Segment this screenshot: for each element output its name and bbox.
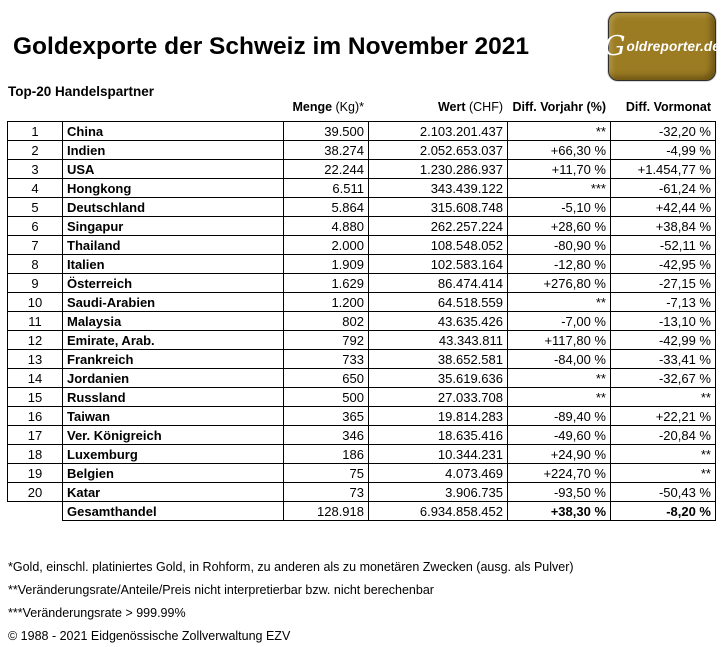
table-row (8, 369, 716, 388)
cell-diff-vorjahr: +28,60 % (508, 217, 611, 236)
cell-diff-vorjahr: +24,90 % (508, 445, 611, 464)
cell-diff-vormonat: -32,20 % (611, 122, 716, 141)
cell-rank: 3 (8, 160, 63, 179)
cell-rank: 13 (8, 350, 63, 369)
cell-wert: 18.635.416 (369, 426, 508, 445)
cell-wert: 3.906.735 (369, 483, 508, 502)
cell-menge: 38.274 (284, 141, 369, 160)
cell-diff-vorjahr: +117,80 % (508, 331, 611, 350)
cell-wert: 64.518.559 (369, 293, 508, 312)
cell-rank: 20 (8, 483, 63, 502)
cell-menge: 346 (284, 426, 369, 445)
logo-g-glyph: G (603, 31, 626, 62)
cell-diff-vormonat: -50,43 % (611, 483, 716, 502)
cell-diff-vorjahr: -80,90 % (508, 236, 611, 255)
cell-diff-vorjahr: ** (508, 388, 611, 407)
cell-wert: 43.635.426 (369, 312, 508, 331)
cell-menge: 365 (284, 407, 369, 426)
cell-menge: 22.244 (284, 160, 369, 179)
cell-diff-vormonat: -27,15 % (611, 274, 716, 293)
cell-menge: 1.909 (284, 255, 369, 274)
cell-rank (8, 502, 63, 521)
table-row (8, 236, 716, 255)
cell-diff-vormonat: +1.454,77 % (611, 160, 716, 179)
footnotes (8, 560, 574, 647)
cell-wert: 4.073.469 (369, 464, 508, 483)
cell-rank: 4 (8, 179, 63, 198)
cell-country: Russland (63, 388, 284, 407)
cell-country: Frankreich (63, 350, 284, 369)
table-row (8, 122, 716, 141)
table-subtitle: Top-20 Handelspartner (8, 84, 155, 99)
cell-diff-vormonat: -13,10 % (611, 312, 716, 331)
cell-country: Hongkong (63, 179, 284, 198)
table-row (8, 274, 716, 293)
table-row-total (8, 502, 716, 521)
cell-diff-vorjahr: +66,30 % (508, 141, 611, 160)
cell-country: Deutschland (63, 198, 284, 217)
cell-diff-vorjahr: -7,00 % (508, 312, 611, 331)
table-row (8, 217, 716, 236)
cell-diff-vorjahr: -93,50 % (508, 483, 611, 502)
cell-diff-vormonat: -61,24 % (611, 179, 716, 198)
cell-menge: 186 (284, 445, 369, 464)
cell-country: USA (63, 160, 284, 179)
cell-menge: 4.880 (284, 217, 369, 236)
cell-country: Saudi-Arabien (63, 293, 284, 312)
cell-menge: 802 (284, 312, 369, 331)
cell-country: Thailand (63, 236, 284, 255)
cell-country: Gesamthandel (63, 502, 284, 521)
cell-rank: 16 (8, 407, 63, 426)
cell-rank: 15 (8, 388, 63, 407)
page-title: Goldexporte der Schweiz im November 2021 (13, 33, 530, 60)
cell-menge: 733 (284, 350, 369, 369)
goldreporter-logo (603, 12, 721, 81)
cell-rank: 1 (8, 122, 63, 141)
cell-wert: 10.344.231 (369, 445, 508, 464)
cell-country: Emirate, Arab. (63, 331, 284, 350)
cell-wert: 38.652.581 (369, 350, 508, 369)
table-row (8, 445, 716, 464)
cell-diff-vorjahr: *** (508, 179, 611, 198)
trade-partners-table (7, 121, 716, 521)
cell-diff-vormonat: -32,67 % (611, 369, 716, 388)
logo-text: oldreporter.de (626, 39, 721, 54)
cell-wert: 262.257.224 (369, 217, 508, 236)
cell-wert: 102.583.164 (369, 255, 508, 274)
column-header-row (7, 100, 715, 114)
cell-menge: 2.000 (284, 236, 369, 255)
copyright-notice: © 1988 - 2021 Eidgenössische Zollverwaltung EZV (8, 629, 291, 643)
cell-country: Österreich (63, 274, 284, 293)
cell-diff-vorjahr: -49,60 % (508, 426, 611, 445)
cell-country: Italien (63, 255, 284, 274)
cell-rank: 5 (8, 198, 63, 217)
cell-wert: 2.103.201.437 (369, 122, 508, 141)
cell-menge: 650 (284, 369, 369, 388)
cell-rank: 17 (8, 426, 63, 445)
cell-diff-vormonat: -52,11 % (611, 236, 716, 255)
cell-menge: 5.864 (284, 198, 369, 217)
cell-rank: 2 (8, 141, 63, 160)
cell-country: China (63, 122, 284, 141)
cell-rank: 18 (8, 445, 63, 464)
table-row (8, 464, 716, 483)
footnote-gold-definition: *Gold, einschl. platiniertes Gold, in Rohform, zu anderen als zu monetären Zwecken (ausg. als Pulver) (8, 560, 574, 574)
footnote-triple-asterisk: ***Veränderungsrate > 999.99% (8, 606, 186, 620)
cell-diff-vormonat: ** (611, 445, 716, 464)
cell-diff-vormonat: +42,44 % (611, 198, 716, 217)
cell-country: Taiwan (63, 407, 284, 426)
cell-menge: 128.918 (284, 502, 369, 521)
table-row (8, 350, 716, 369)
cell-rank: 8 (8, 255, 63, 274)
cell-rank: 6 (8, 217, 63, 236)
cell-menge: 75 (284, 464, 369, 483)
table-row (8, 141, 716, 160)
table-row (8, 198, 716, 217)
table-row (8, 407, 716, 426)
cell-rank: 11 (8, 312, 63, 331)
cell-country: Luxemburg (63, 445, 284, 464)
cell-diff-vormonat: -20,84 % (611, 426, 716, 445)
cell-diff-vorjahr: ** (508, 293, 611, 312)
cell-country: Indien (63, 141, 284, 160)
table-row (8, 255, 716, 274)
cell-wert: 2.052.653.037 (369, 141, 508, 160)
table-row (8, 331, 716, 350)
cell-country: Belgien (63, 464, 284, 483)
cell-menge: 6.511 (284, 179, 369, 198)
table-row (8, 312, 716, 331)
table-row (8, 160, 716, 179)
cell-menge: 792 (284, 331, 369, 350)
cell-wert: 35.619.636 (369, 369, 508, 388)
cell-diff-vorjahr: +224,70 % (508, 464, 611, 483)
cell-diff-vorjahr: +38,30 % (508, 502, 611, 521)
cell-rank: 12 (8, 331, 63, 350)
footnote-double-asterisk: **Veränderungsrate/Anteile/Preis nicht interpretierbar bzw. nicht berechenbar (8, 583, 434, 597)
column-header-diff-vorjahr: Diff. Vorjahr (%) (512, 100, 606, 114)
cell-wert: 343.439.122 (369, 179, 508, 198)
cell-diff-vorjahr: ** (508, 369, 611, 388)
cell-diff-vorjahr: -84,00 % (508, 350, 611, 369)
table-row (8, 179, 716, 198)
cell-diff-vormonat: -7,13 % (611, 293, 716, 312)
cell-menge: 1.629 (284, 274, 369, 293)
cell-country: Ver. Königreich (63, 426, 284, 445)
cell-country: Katar (63, 483, 284, 502)
cell-diff-vorjahr: +276,80 % (508, 274, 611, 293)
cell-rank: 10 (8, 293, 63, 312)
cell-rank: 14 (8, 369, 63, 388)
cell-wert: 19.814.283 (369, 407, 508, 426)
cell-rank: 9 (8, 274, 63, 293)
cell-diff-vormonat: -4,99 % (611, 141, 716, 160)
cell-country: Singapur (63, 217, 284, 236)
cell-wert: 43.343.811 (369, 331, 508, 350)
table-row (8, 388, 716, 407)
table-row (8, 426, 716, 445)
cell-diff-vormonat: ** (611, 464, 716, 483)
cell-wert: 108.548.052 (369, 236, 508, 255)
cell-wert: 1.230.286.937 (369, 160, 508, 179)
cell-country: Malaysia (63, 312, 284, 331)
cell-diff-vormonat: ** (611, 388, 716, 407)
cell-diff-vorjahr: -12,80 % (508, 255, 611, 274)
cell-diff-vormonat: -8,20 % (611, 502, 716, 521)
cell-menge: 39.500 (284, 122, 369, 141)
cell-diff-vorjahr: -5,10 % (508, 198, 611, 217)
column-header-menge: Menge (Kg)* (292, 100, 364, 114)
cell-menge: 500 (284, 388, 369, 407)
cell-country: Jordanien (63, 369, 284, 388)
table-row (8, 293, 716, 312)
column-header-diff-vormonat: Diff. Vormonat (625, 100, 711, 114)
cell-diff-vormonat: -33,41 % (611, 350, 716, 369)
cell-diff-vormonat: +22,21 % (611, 407, 716, 426)
cell-wert: 6.934.858.452 (369, 502, 508, 521)
table-body (8, 122, 716, 521)
cell-diff-vorjahr: ** (508, 122, 611, 141)
cell-wert: 27.033.708 (369, 388, 508, 407)
cell-diff-vormonat: -42,99 % (611, 331, 716, 350)
cell-menge: 1.200 (284, 293, 369, 312)
table-row (8, 483, 716, 502)
cell-menge: 73 (284, 483, 369, 502)
column-header-country (62, 100, 283, 114)
cell-rank: 19 (8, 464, 63, 483)
cell-diff-vormonat: +38,84 % (611, 217, 716, 236)
cell-rank: 7 (8, 236, 63, 255)
cell-wert: 315.608.748 (369, 198, 508, 217)
cell-diff-vorjahr: -89,40 % (508, 407, 611, 426)
cell-diff-vormonat: -42,95 % (611, 255, 716, 274)
cell-wert: 86.474.414 (369, 274, 508, 293)
cell-diff-vorjahr: +11,70 % (508, 160, 611, 179)
column-header-wert: Wert (CHF) (437, 100, 503, 114)
column-header-rank (7, 100, 62, 114)
